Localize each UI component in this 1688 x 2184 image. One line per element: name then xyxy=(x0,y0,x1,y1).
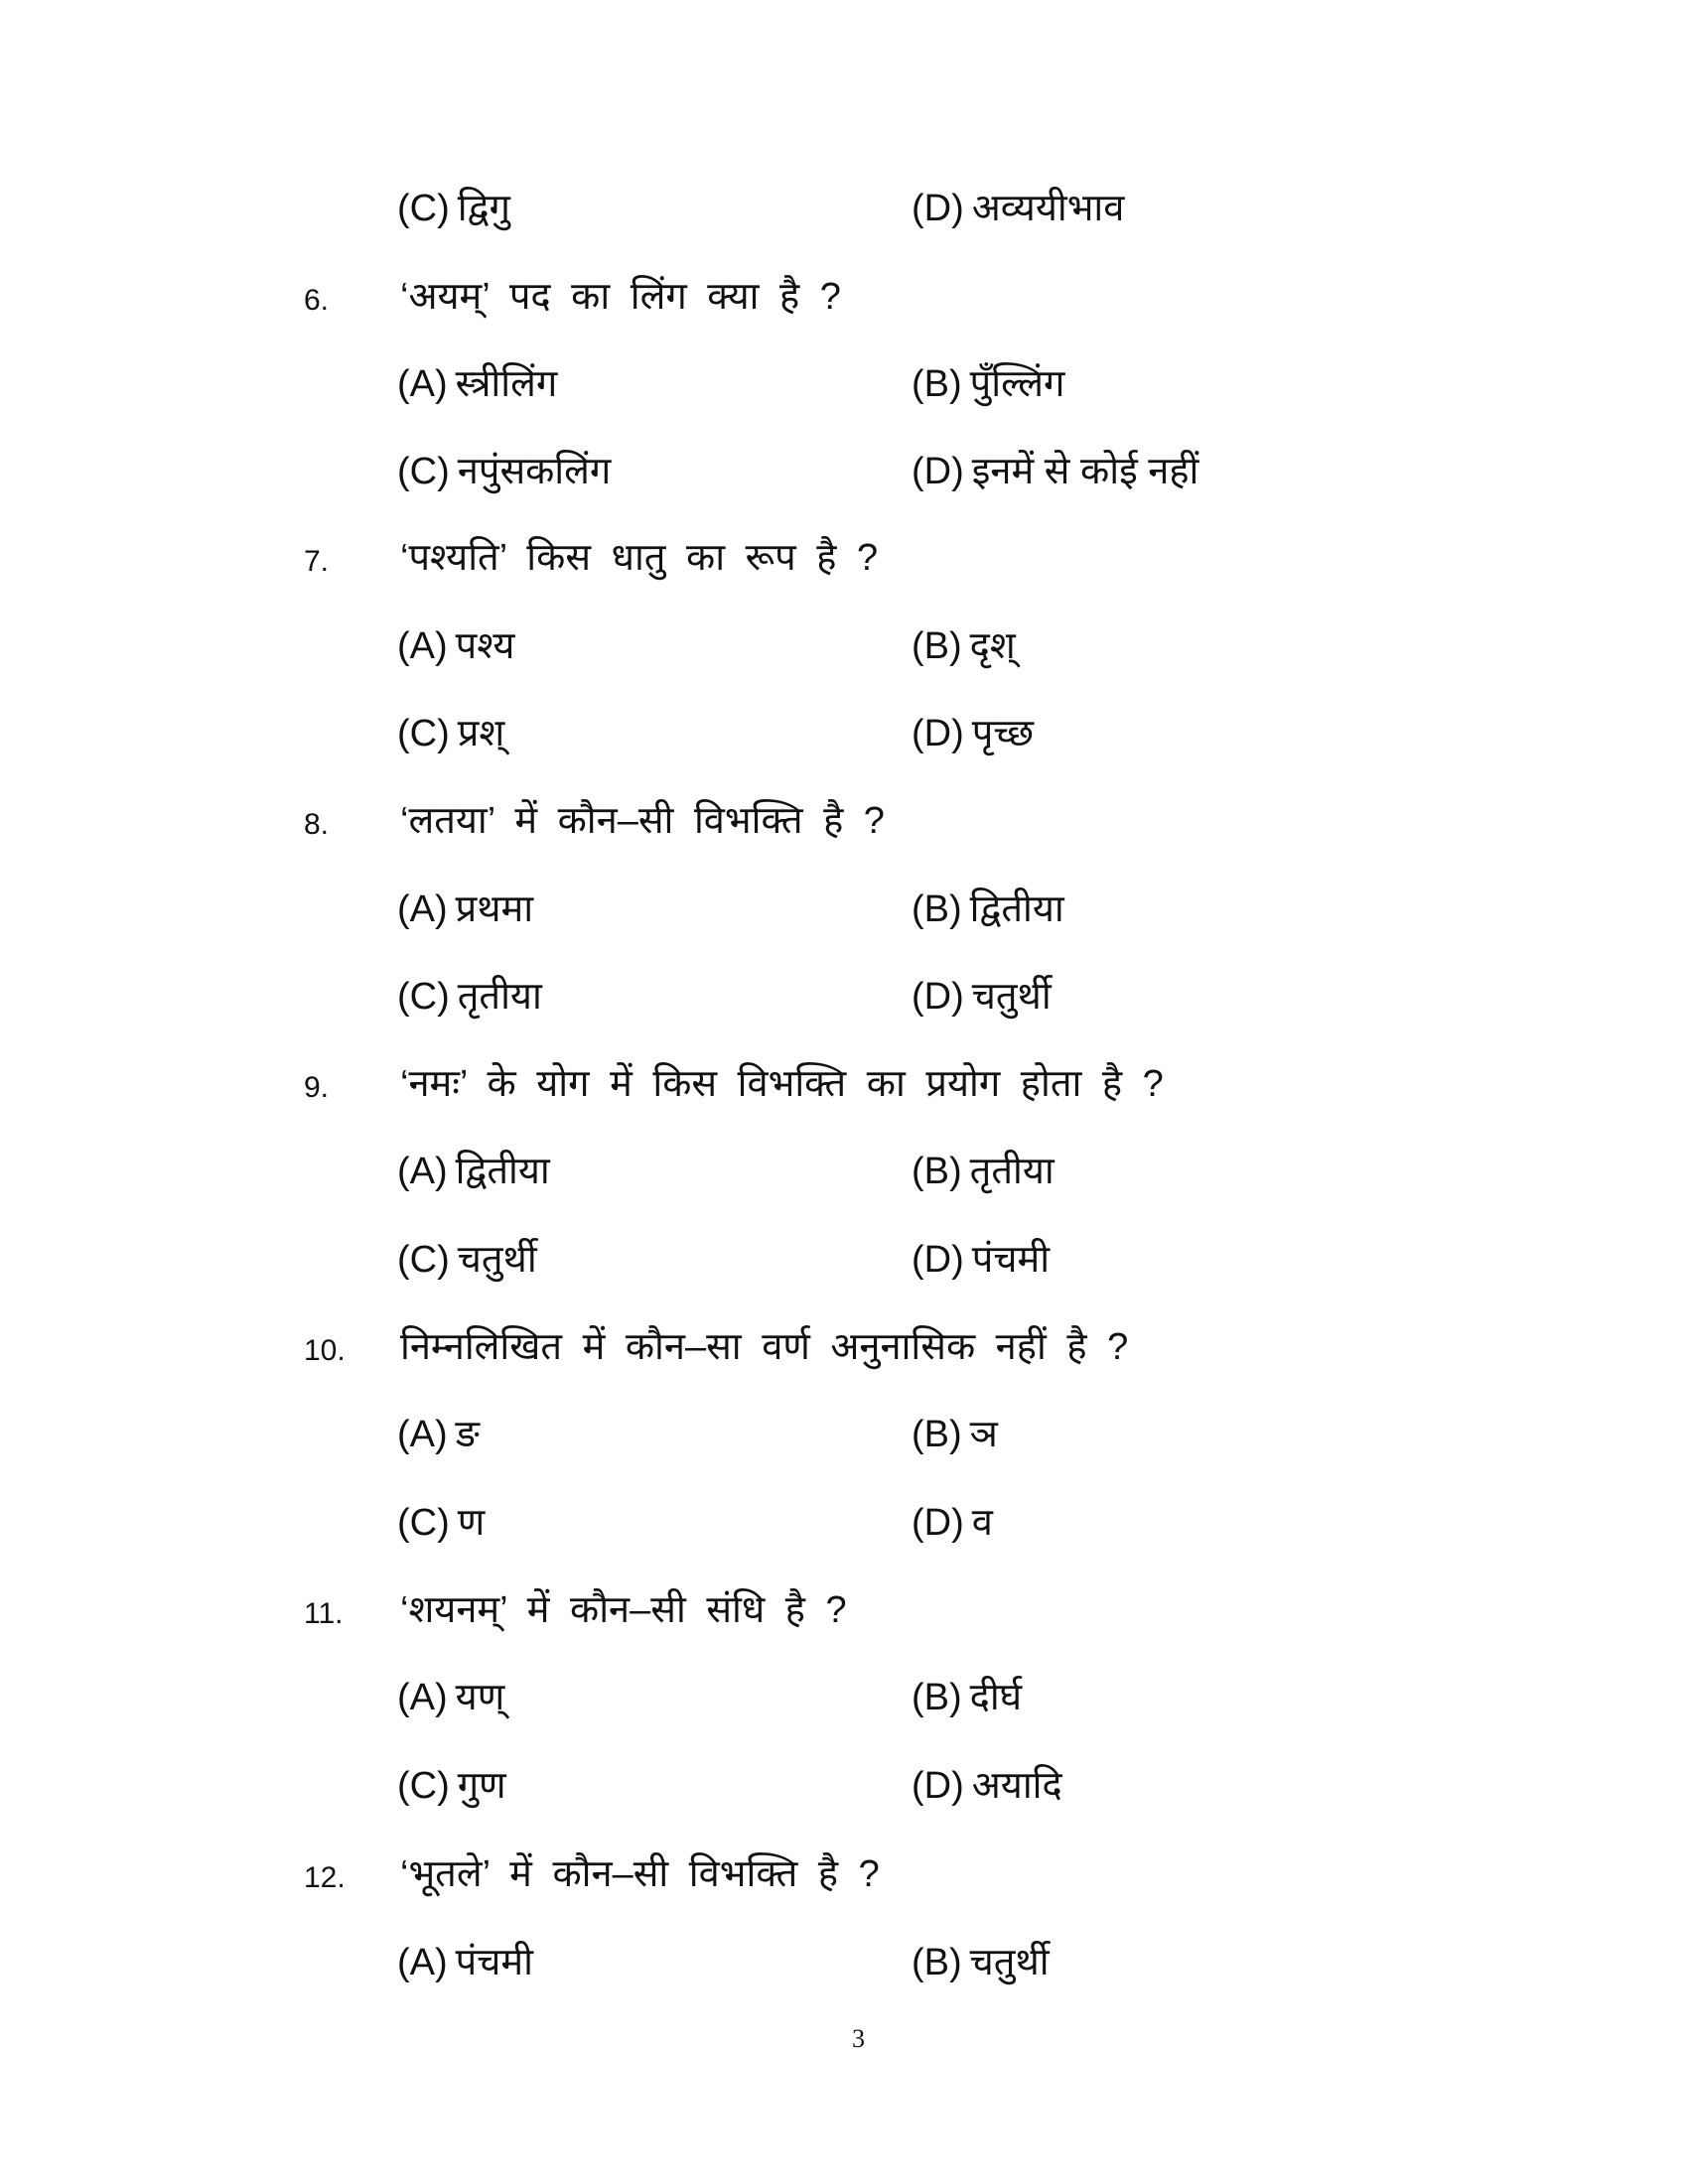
option-d xyxy=(912,1756,1062,1816)
option-row xyxy=(0,442,1688,501)
option-a xyxy=(397,354,557,414)
option-b xyxy=(912,1668,1022,1727)
option-a xyxy=(397,1405,480,1464)
option-c xyxy=(397,704,504,763)
option-label: (A) xyxy=(397,1677,448,1718)
option-row xyxy=(0,1756,1688,1816)
option-d xyxy=(912,179,1124,238)
option-label: (B) xyxy=(912,625,962,667)
question-text: ‘नमः’ के योग में किस विभक्ति का प्रयोग होता है ? xyxy=(400,1063,1164,1105)
question-9 xyxy=(0,1054,1688,1114)
option-row xyxy=(0,1933,1688,1992)
option-row xyxy=(0,1405,1688,1464)
option-b xyxy=(912,616,1016,676)
option-label: (D) xyxy=(912,1765,964,1807)
option-a xyxy=(397,1933,533,1992)
option-label: (B) xyxy=(912,888,962,930)
option-text: अव्ययीभाव xyxy=(971,188,1125,229)
option-text: अयादि xyxy=(971,1765,1062,1807)
option-label: (B) xyxy=(912,363,962,405)
option-label: (D) xyxy=(912,1502,964,1544)
option-d xyxy=(912,704,1034,763)
option-label: (C) xyxy=(397,1765,450,1807)
option-b xyxy=(912,354,1064,414)
option-label: (C) xyxy=(397,188,450,229)
option-text: द्वितीया xyxy=(455,1151,550,1192)
question-number: 11. xyxy=(304,1597,344,1630)
option-text: ण xyxy=(457,1502,486,1544)
question-number: 8. xyxy=(304,808,330,841)
question-number: 9. xyxy=(304,1071,330,1104)
option-d xyxy=(912,442,1198,501)
option-b xyxy=(912,1933,1050,1992)
option-row xyxy=(0,616,1688,676)
option-label: (D) xyxy=(912,976,964,1018)
option-row xyxy=(0,354,1688,414)
option-text: पृच्छ xyxy=(971,713,1034,754)
option-text: तृतीया xyxy=(969,1151,1055,1192)
option-c xyxy=(397,1756,506,1816)
question-number: 7. xyxy=(304,545,330,578)
question-text: ‘शयनम्’ में कौन–सी संधि है ? xyxy=(400,1589,847,1631)
option-c xyxy=(397,442,611,501)
question-number: 12. xyxy=(304,1861,346,1894)
option-label: (A) xyxy=(397,1942,448,1983)
option-label: (B) xyxy=(912,1151,962,1192)
question-6 xyxy=(0,267,1688,327)
question-text: ‘लतया’ में कौन–सी विभक्ति है ? xyxy=(400,800,885,842)
question-10 xyxy=(0,1317,1688,1377)
option-row xyxy=(0,880,1688,939)
option-text: पंचमी xyxy=(455,1942,533,1983)
question-number: 6. xyxy=(304,284,330,317)
option-text: इनमें से कोई नहीं xyxy=(971,451,1199,492)
option-row xyxy=(0,704,1688,763)
option-text: द्विगु xyxy=(457,188,510,229)
option-text: पंचमी xyxy=(971,1239,1051,1281)
question-text: ‘अयम्’ पद का लिंग क्या है ? xyxy=(400,276,841,318)
option-label: (C) xyxy=(397,976,450,1018)
option-row xyxy=(0,1493,1688,1553)
option-row xyxy=(0,1142,1688,1201)
option-label: (A) xyxy=(397,888,448,930)
option-label: (C) xyxy=(397,1502,450,1544)
option-row xyxy=(0,967,1688,1026)
option-text: स्त्रीलिंग xyxy=(455,363,558,405)
option-label: (B) xyxy=(912,1942,962,1983)
option-text: तृतीया xyxy=(457,976,542,1018)
option-c xyxy=(397,1230,537,1290)
option-label: (A) xyxy=(397,1414,448,1455)
option-b xyxy=(912,1405,998,1464)
question-12 xyxy=(0,1844,1688,1904)
option-label: (C) xyxy=(397,713,450,754)
option-text: चतुर्थी xyxy=(457,1239,537,1281)
option-label: (B) xyxy=(912,1677,962,1718)
question-text: ‘पश्यति’ किस धातु का रूप है ? xyxy=(400,537,879,579)
option-b xyxy=(912,1142,1055,1201)
carry-over-option-row xyxy=(0,179,1688,238)
option-label: (D) xyxy=(912,713,964,754)
option-text: द्वितीया xyxy=(969,888,1064,930)
option-text: चतुर्थी xyxy=(971,976,1052,1018)
option-label: (D) xyxy=(912,1239,964,1281)
option-d xyxy=(912,967,1052,1026)
option-label: (D) xyxy=(912,188,964,229)
option-d xyxy=(912,1230,1050,1290)
option-label: (A) xyxy=(397,1151,448,1192)
option-row xyxy=(0,1668,1688,1727)
option-label: (C) xyxy=(397,451,450,492)
question-text: निम्नलिखित में कौन–सा वर्ण अनुनासिक नहीं है ? xyxy=(400,1326,1129,1368)
question-11 xyxy=(0,1580,1688,1640)
option-text: व xyxy=(971,1502,993,1544)
option-c xyxy=(397,179,510,238)
option-text: पुँल्लिंग xyxy=(969,363,1065,405)
option-a xyxy=(397,1142,550,1201)
option-text: ञ xyxy=(969,1414,998,1455)
option-text: दृश् xyxy=(969,625,1016,667)
option-label: (C) xyxy=(397,1239,450,1281)
question-number: 10. xyxy=(304,1334,346,1367)
option-a xyxy=(397,880,533,939)
option-label: (A) xyxy=(397,625,448,667)
question-text: ‘भूतले’ में कौन–सी विभक्ति है ? xyxy=(400,1853,880,1895)
question-8 xyxy=(0,791,1688,851)
option-d xyxy=(912,1493,993,1553)
page-number: 3 xyxy=(852,2024,865,2053)
option-b xyxy=(912,880,1064,939)
option-c xyxy=(397,967,542,1026)
option-text: ङ xyxy=(455,1414,480,1455)
option-label: (D) xyxy=(912,451,964,492)
option-text: गुण xyxy=(457,1765,506,1807)
question-7 xyxy=(0,528,1688,588)
option-row xyxy=(0,1230,1688,1290)
option-text: पश्य xyxy=(455,625,515,667)
option-label: (A) xyxy=(397,363,448,405)
option-text: प्रश् xyxy=(457,713,505,754)
option-label: (B) xyxy=(912,1414,962,1455)
option-text: प्रथमा xyxy=(455,888,534,930)
option-text: नपुंसकलिंग xyxy=(457,451,612,492)
option-text: यण् xyxy=(455,1677,505,1718)
option-a xyxy=(397,616,514,676)
option-text: चतुर्थी xyxy=(969,1942,1050,1983)
option-text: दीर्घ xyxy=(969,1677,1023,1718)
option-c xyxy=(397,1493,485,1553)
option-a xyxy=(397,1668,504,1727)
